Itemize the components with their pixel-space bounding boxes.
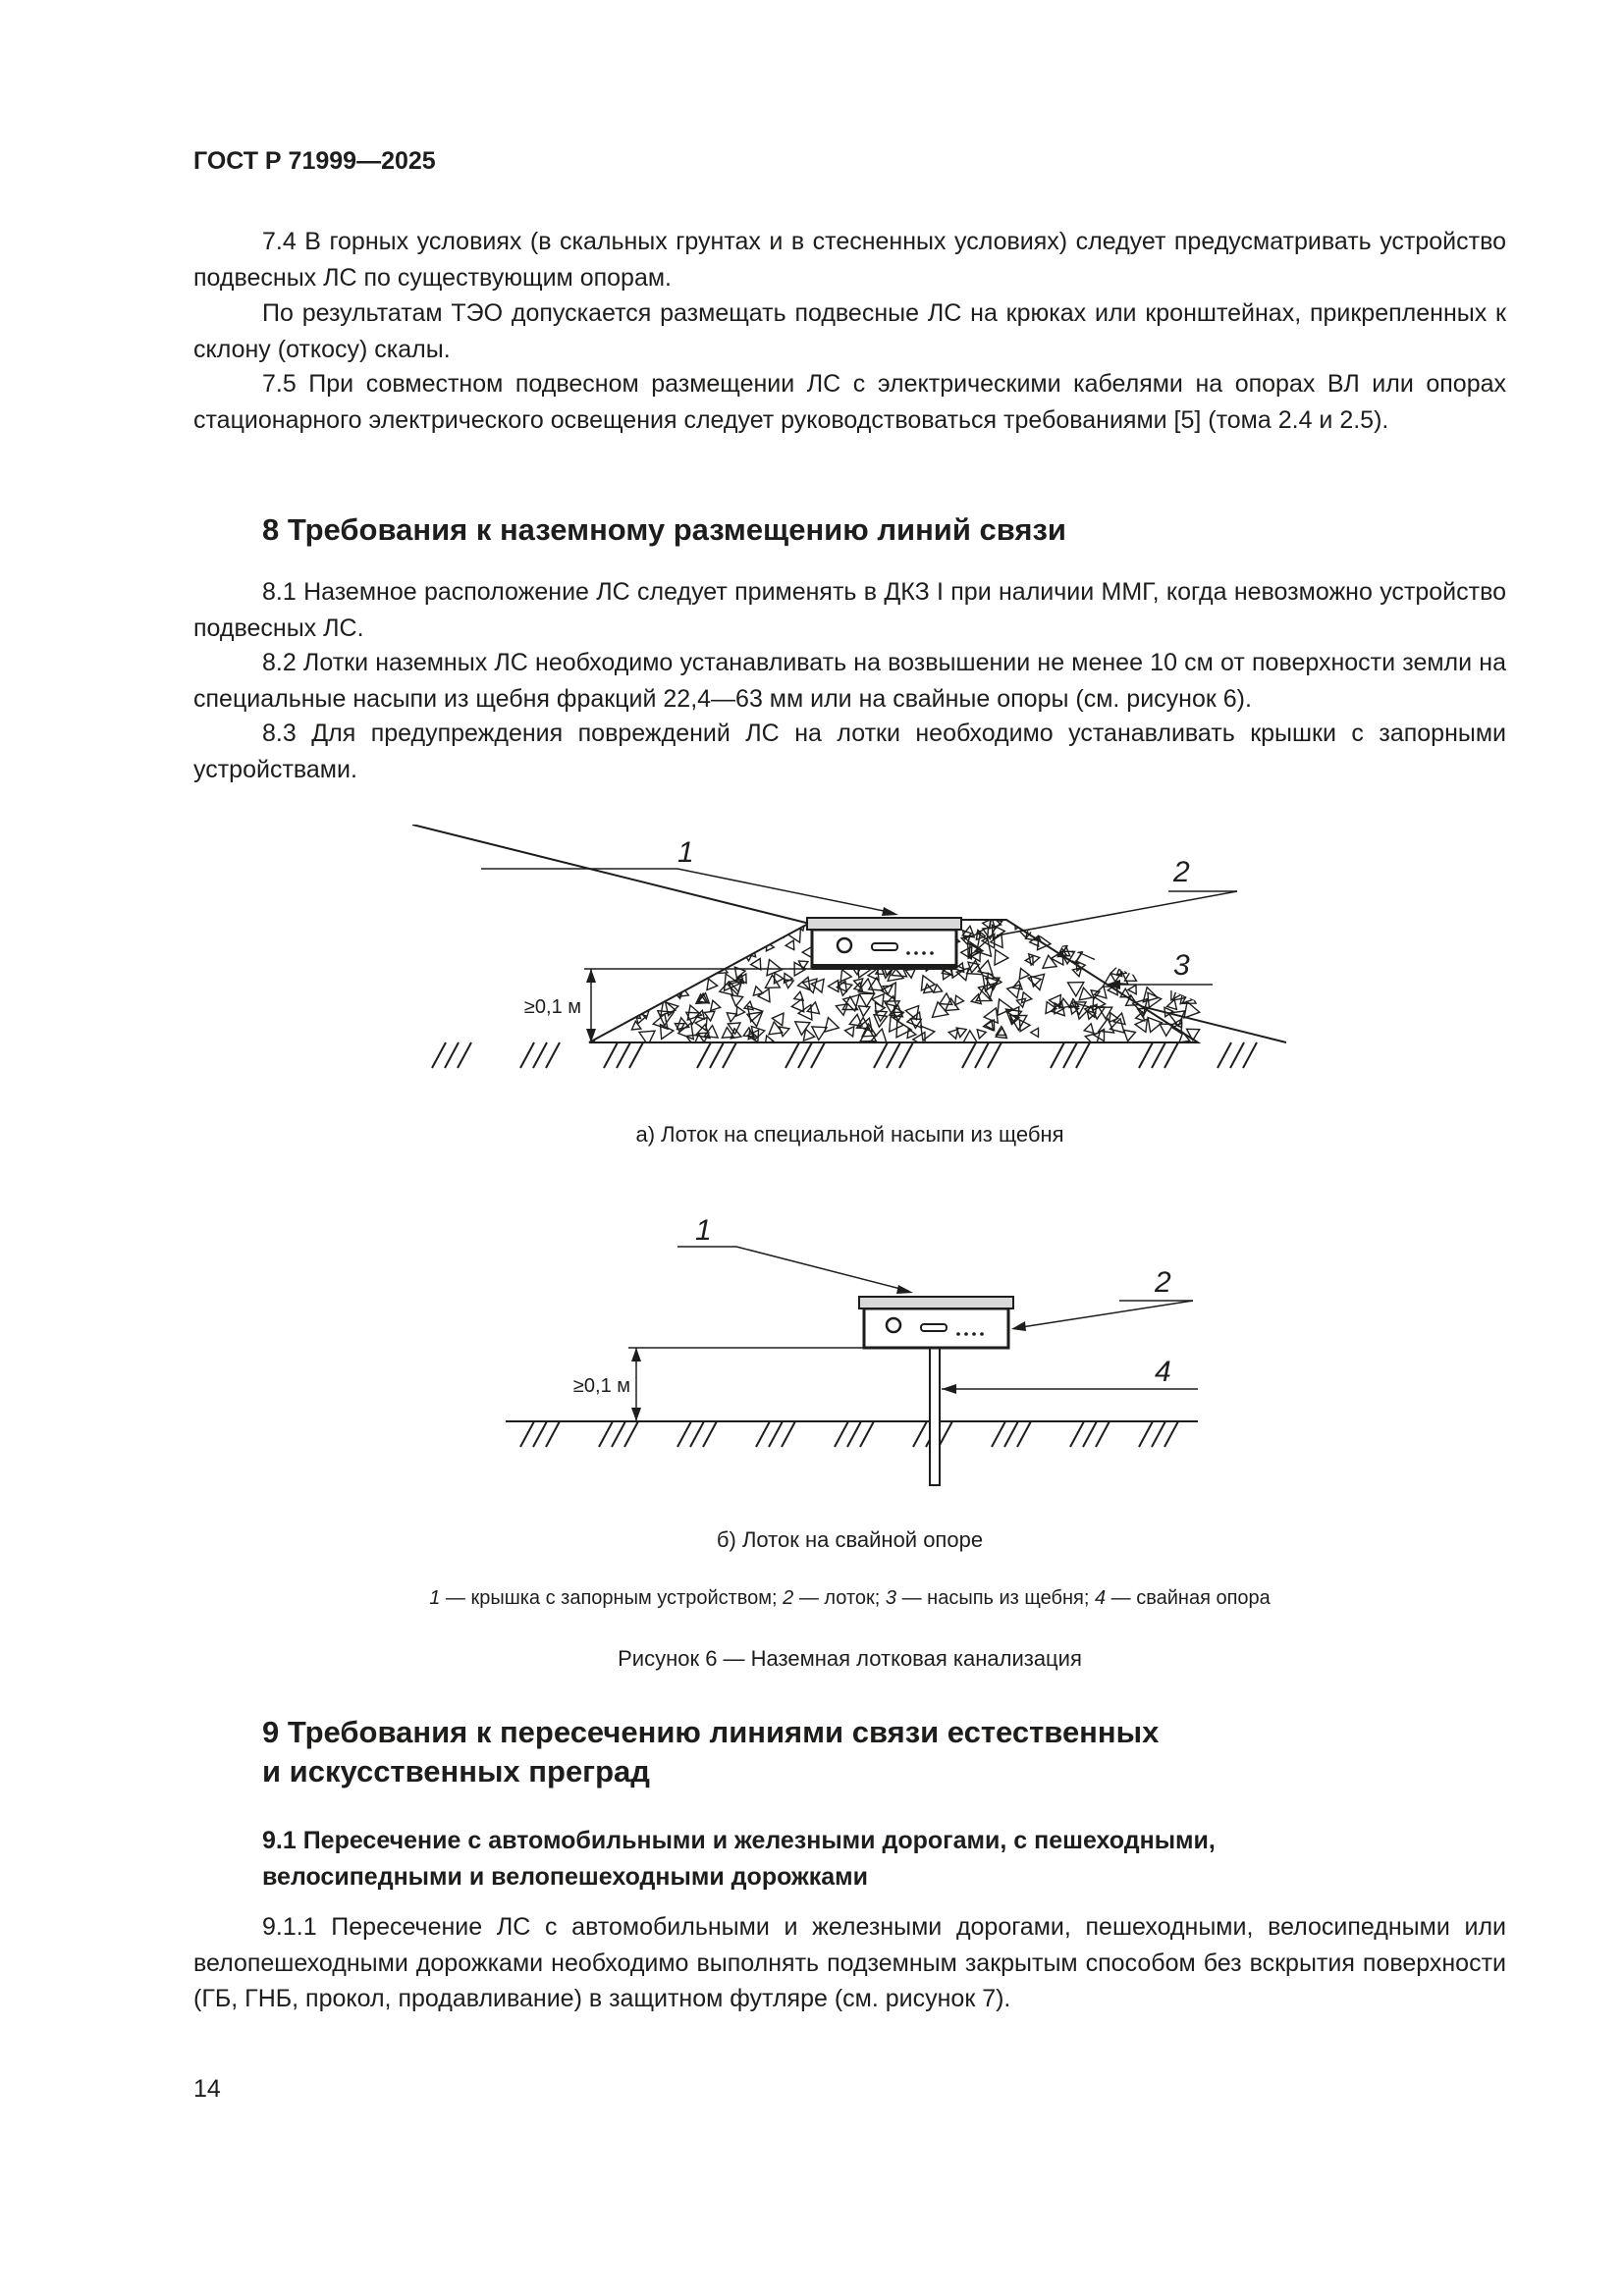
ground-hatch-mark <box>1230 1042 1244 1068</box>
gravel-stone <box>653 956 663 964</box>
figure-b-callout-4: 4 <box>1155 1356 1171 1388</box>
gravel-stone <box>1168 931 1181 942</box>
ground-hatch-mark <box>1017 1421 1031 1447</box>
ground-hatch-mark <box>1152 1042 1165 1068</box>
gravel-stone <box>636 934 645 944</box>
legend-number-3: 3 <box>885 1587 897 1609</box>
gravel-stone <box>674 936 683 947</box>
ground-hatch-mark <box>811 1042 825 1068</box>
gravel-stone <box>645 968 660 982</box>
ground-hatch-mark <box>874 1042 888 1068</box>
figure-a-callout-3: 3 <box>1173 949 1190 982</box>
gravel-stone <box>648 977 663 993</box>
subsection-9-1-heading-line-2: велосипедными и велопешеходными дорожками <box>262 1863 869 1891</box>
ground-hatch-mark <box>939 1421 952 1447</box>
gravel-stone <box>1150 926 1159 934</box>
subsection-9-1-heading-line-1: 9.1 Пересечение с автомобильными и железными дорогами, с пешеходными, <box>262 1827 1216 1854</box>
ground-hatch-mark <box>520 1042 534 1068</box>
gravel-stone <box>699 949 715 965</box>
ground-hatch-mark <box>533 1421 547 1447</box>
page-number: 14 <box>193 2075 221 2103</box>
ground-hatch-mark <box>962 1042 976 1068</box>
ground-hatch-mark <box>798 1042 812 1068</box>
gravel-stone <box>627 939 637 947</box>
gravel-stone <box>666 942 678 953</box>
gravel-stone <box>728 954 737 963</box>
gravel-stone <box>597 1014 608 1024</box>
gravel-stone <box>593 940 606 952</box>
gravel-stone <box>599 934 613 948</box>
gravel-stone <box>1186 920 1201 934</box>
gravel-stone <box>1089 935 1105 952</box>
gravel-stone <box>1180 991 1192 1004</box>
gravel-stone <box>1133 936 1150 951</box>
ground-hatch-mark <box>887 1042 900 1068</box>
gravel-stone <box>656 955 668 966</box>
gravel-stone <box>622 986 637 1000</box>
gravel-stone <box>602 982 616 996</box>
gravel-stone <box>607 936 622 951</box>
ground-hatch-mark <box>785 1042 799 1068</box>
gravel-stone <box>739 930 748 938</box>
paragraph-8-1: 8.1 Наземное расположение ЛС следует применять в ДКЗ I при наличии ММГ, когда невозможно устройство подвесных ЛС. <box>193 578 1506 642</box>
ground-hatch-mark <box>1139 1042 1153 1068</box>
legend-number-2: 2 <box>783 1587 794 1609</box>
gravel-stone <box>751 921 765 935</box>
ground-hatch-mark <box>782 1421 795 1447</box>
section-9-heading-line-1: 9 Требования к пересечению линиями связи естественных <box>262 1715 1160 1749</box>
ground-hatch-mark <box>533 1042 547 1068</box>
ground-hatch-mark <box>988 1042 1001 1068</box>
figure-6-legend <box>193 1587 1506 1610</box>
section-8-heading: 8 Требования к наземному размещению линий связи <box>262 512 1066 547</box>
ground-hatch-mark <box>703 1421 717 1447</box>
legend-text-2: — лоток; <box>793 1587 886 1609</box>
ground-hatch-mark <box>1152 1421 1165 1447</box>
ground-hatch-mark <box>1218 1042 1231 1068</box>
figure-6a-embankment-diagram <box>393 825 1306 1090</box>
legend-text-3: — насыпь из щебня; <box>896 1587 1095 1609</box>
figure-6b-caption: б) Лоток на свайной опоре <box>716 1527 984 1552</box>
gravel-stone <box>1159 956 1173 970</box>
ground-hatch-mark <box>629 1042 643 1068</box>
paragraph-7-4-continued: По результатам ТЭО допускается размещать подвесные ЛС на крюках или кронштейнах, прикрепленных к склону (откосу) скалы. <box>193 299 1506 363</box>
paragraph-7-5: 7.5 При совместном подвесном размещении ЛС с электрическими кабелями на опорах ВЛ или опорах стационарного электрического освещения следует руководствоваться требованиями [5] (тома 2.4 и 2.5). <box>193 370 1506 434</box>
paragraph-8-2: 8.2 Лотки наземных ЛС необходимо устанавливать на возвышении не менее 10 см от поверхности земли на специальные насыпи из щебня фракций 22,4—63 мм или на свайные опоры (см. рисунок 6). <box>193 649 1506 713</box>
gravel-stone <box>1128 986 1136 994</box>
gravel-stone <box>1120 934 1129 943</box>
ground-hatch-mark <box>677 1421 691 1447</box>
figure-6a-caption: а) Лоток на специальной насыпи из щебня <box>635 1122 1064 1147</box>
ground-hatch-mark <box>604 1042 618 1068</box>
ground-hatch-mark <box>617 1042 630 1068</box>
gravel-stone <box>638 959 647 969</box>
gravel-stone <box>621 1004 629 1013</box>
ground-hatch-mark <box>624 1421 638 1447</box>
gravel-stone <box>690 922 706 938</box>
figure-a-slope-label: 1:1 <box>1054 939 1088 971</box>
gravel-stone <box>617 960 627 973</box>
ground-hatch-mark <box>756 1421 770 1447</box>
ground-hatch-mark <box>599 1421 613 1447</box>
ground-hatch-mark <box>710 1042 724 1068</box>
gravel-stone <box>653 968 669 985</box>
ground-hatch-mark <box>1004 1421 1018 1447</box>
section-9-heading-line-2: и искусственных преград <box>262 1754 650 1789</box>
gravel-stone <box>786 921 795 929</box>
gravel-stone <box>1179 938 1188 948</box>
gravel-stone <box>1073 932 1085 942</box>
gravel-stone <box>762 933 771 942</box>
ground-hatch-mark <box>432 1042 446 1068</box>
ground-hatch-mark <box>1063 1042 1077 1068</box>
figure-6b-pile-diagram <box>491 1207 1218 1502</box>
ground-hatch-mark <box>1243 1042 1257 1068</box>
ground-hatch-mark <box>913 1421 927 1447</box>
gravel-stone <box>1125 920 1136 930</box>
gravel-stone <box>670 940 681 953</box>
figure-6-title: Рисунок 6 — Наземная лотковая канализация <box>618 1646 1082 1671</box>
legend-text-1: — крышка с запорным устройством; <box>440 1587 784 1609</box>
ground-hatch-mark <box>769 1421 783 1447</box>
ground-hatch-mark <box>458 1042 471 1068</box>
ground-hatch-mark <box>860 1421 874 1447</box>
ground-hatch-mark <box>1164 1421 1178 1447</box>
gravel-stone <box>693 934 708 948</box>
gravel-stone <box>1171 935 1184 949</box>
figure-b-callout-2: 2 <box>1155 1266 1171 1299</box>
paragraph-7-4: 7.4 В горных условиях (в скальных грунтах и в стесненных условиях) следует предусматривать устройство подвесных ЛС по существующим опорам. <box>193 228 1506 292</box>
gravel-stone <box>670 936 679 945</box>
gravel-stone <box>1106 953 1114 962</box>
ground-hatch-mark <box>520 1421 534 1447</box>
gravel-stone <box>669 950 682 964</box>
gravel-stone <box>1167 999 1177 1009</box>
gravel-stone <box>681 934 697 950</box>
gravel-stone <box>1089 937 1101 947</box>
legend-text-4: — свайная опора <box>1106 1587 1271 1609</box>
ground-hatch-mark <box>1164 1042 1178 1068</box>
gravel-stone <box>590 940 599 949</box>
gravel-stone <box>1164 918 1173 929</box>
ground-hatch-mark <box>1051 1042 1064 1068</box>
gravel-stone <box>1184 1002 1200 1018</box>
gravel-stone <box>614 965 626 979</box>
legend-number-1: 1 <box>429 1587 441 1609</box>
gravel-stone <box>656 938 667 949</box>
gravel-stone <box>1154 918 1164 930</box>
gravel-stone <box>1174 924 1190 937</box>
gravel-stone <box>591 955 605 970</box>
gravel-stone <box>626 944 635 954</box>
ground-hatch-mark <box>899 1042 913 1068</box>
gravel-stone <box>639 939 654 954</box>
paragraph-8-3: 8.3 Для предупреждения повреждений ЛС на лотки необходимо устанавливать крышки с запорными устройствами. <box>193 720 1506 783</box>
gravel-stone <box>698 955 707 963</box>
figure-a-callout-2: 2 <box>1173 856 1190 888</box>
gravel-stone <box>663 939 678 953</box>
ground-hatch-mark <box>992 1421 1005 1447</box>
gravel-stone <box>600 956 612 970</box>
gravel-stone <box>606 1006 623 1022</box>
gravel-stone <box>675 920 687 932</box>
gravel-stone <box>617 947 628 960</box>
ground-hatch-mark <box>1076 1042 1090 1068</box>
gravel-stone <box>665 945 678 959</box>
gravel-stone <box>1191 941 1203 952</box>
ground-hatch-mark <box>690 1421 704 1447</box>
gravel-stone <box>680 936 691 947</box>
gravel-stone <box>604 941 618 958</box>
document-code: ГОСТ Р 71999—2025 <box>193 147 436 175</box>
figure-b-height-label: ≥0,1 м <box>572 1375 630 1397</box>
ground-hatch-mark <box>697 1042 711 1068</box>
gravel-stone <box>604 979 618 991</box>
gravel-stone <box>727 948 738 959</box>
gravel-stone <box>619 941 627 951</box>
gravel-stone <box>631 930 641 939</box>
gravel-stone <box>591 920 603 932</box>
gravel-stone <box>648 977 660 988</box>
gravel-stone <box>706 926 721 940</box>
gravel-stone <box>596 958 605 968</box>
ground-hatch-mark <box>1139 1421 1153 1447</box>
gravel-stone <box>1144 961 1160 975</box>
gravel-stone <box>773 924 786 937</box>
gravel-stone <box>1120 923 1134 936</box>
gravel-stone <box>595 951 609 964</box>
figure-b-callout-1: 1 <box>695 1214 712 1247</box>
gravel-stone <box>638 923 653 938</box>
figure-a-height-label: ≥0,1 м <box>523 996 581 1018</box>
ground-hatch-mark <box>1083 1421 1097 1447</box>
ground-hatch-mark <box>723 1042 736 1068</box>
ground-hatch-mark <box>445 1042 459 1068</box>
gravel-stone <box>1124 960 1135 970</box>
ground-hatch-mark <box>975 1042 989 1068</box>
paragraph-9-1-1: 9.1.1 Пересечение ЛС с автомобильными и железными дорогами, пешеходными, велосипедными или велопешеходными дорожками необходимо выполнять подземным закрытым способом без вскрытия поверхности (ГБ, ГНБ, прокол, продавливание) в защитном футляре (см. рисунок 7). <box>193 1913 1506 2012</box>
gravel-stone <box>586 985 601 999</box>
gravel-stone <box>597 973 612 988</box>
gravel-stone <box>662 918 676 933</box>
legend-number-4: 4 <box>1094 1587 1107 1609</box>
ground-hatch-mark <box>546 1421 560 1447</box>
ground-hatch-mark <box>835 1421 848 1447</box>
gravel-stone <box>1103 924 1111 932</box>
gravel-stone <box>583 952 597 966</box>
gravel-stone <box>688 923 697 932</box>
gravel-stone <box>634 951 649 966</box>
ground-hatch-mark <box>546 1042 560 1068</box>
ground-hatch-mark <box>612 1421 625 1447</box>
ground-hatch-mark <box>1070 1421 1084 1447</box>
gravel-stone <box>623 924 633 935</box>
gravel-stone <box>655 945 665 954</box>
ground-hatch-mark <box>847 1421 861 1447</box>
gravel-stone <box>594 947 603 957</box>
ground-hatch-mark <box>1096 1421 1110 1447</box>
gravel-stone <box>1148 924 1162 936</box>
figure-a-callout-1: 1 <box>677 836 694 869</box>
gravel-stone <box>686 916 700 932</box>
gravel-stone <box>1141 922 1152 933</box>
gravel-stone <box>1181 920 1190 929</box>
